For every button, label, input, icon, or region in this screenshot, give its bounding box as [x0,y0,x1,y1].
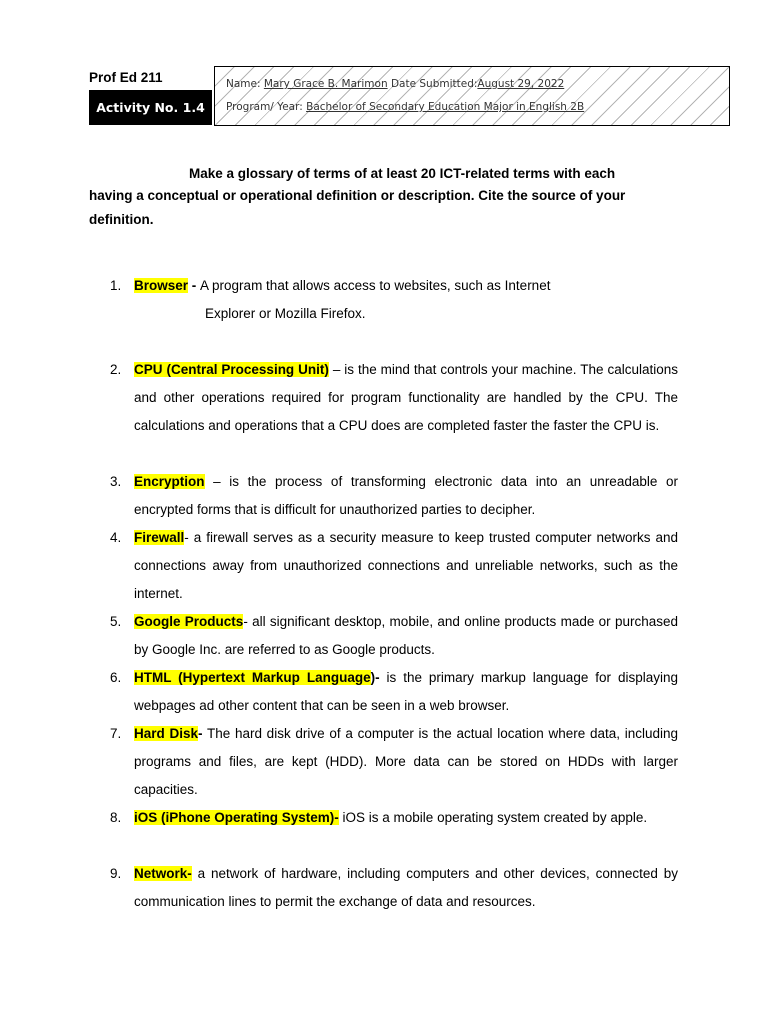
program-label: Program/ Year: [226,101,303,113]
glossary-definition: is the primary markup language for displaying webpages ad other content that can be seen in a web browser. [134,670,678,713]
glossary-item [110,524,678,608]
course-code: Prof Ed 211 [89,70,163,85]
glossary-definition: iOS is a mobile operating system created by apple. [338,810,648,825]
glossary-term: Encryption [134,474,205,489]
glossary-term: Network- [134,866,192,881]
instructions [89,164,679,230]
item-number: 9. [110,866,122,881]
term-separator: - [188,278,201,293]
glossary-definition: a network of hardware, including computers and other devices, connected by communication lines to permit the exchange of data and resources. [134,866,678,909]
item-number: 7. [110,726,122,741]
glossary-term: Browser [134,278,189,293]
glossary-definition: – is the mind that controls your machine. The calculations and other operations required for program functionality are handled by the CPU. The calculations and operations that a CPU does are completed faster the faster the CPU is. [134,362,678,433]
glossary-item [110,608,678,664]
instructions-line-3: definition. [89,212,154,227]
glossary-term: CPU (Central Processing Unit) [134,362,329,377]
term-separator: - [198,726,203,741]
glossary-item [110,356,678,440]
item-number: 2. [110,362,122,377]
program-line [226,101,584,113]
instructions-line-1: Make a glossary of terms of at least 20 ICT-related terms with each [189,166,616,181]
glossary-definition: – is the process of transforming electronic data into an unreadable or encrypted forms that is difficult for unauthorized parties to decipher. [134,474,678,517]
item-number: 8. [110,810,122,825]
item-number: 3. [110,474,122,489]
glossary-term: Google Products [134,614,244,629]
activity-number: Activity No. 1.4 [89,90,212,125]
glossary-definition: A program that allows access to websites, such as Internet [200,278,551,293]
glossary-term: Hard Disk [134,726,198,741]
glossary-definition: The hard disk drive of a computer is the actual location where data, including programs and files, are kept (HDD). More data can be stored on HDDs with larger capacities. [134,726,679,797]
item-number: 4. [110,530,122,545]
item-number: 1. [110,278,122,293]
term-separator: )- [370,670,380,685]
date-label: Date Submitted: [390,78,478,90]
glossary-term: Firewall [134,530,185,545]
glossary-term: iOS (iPhone Operating System)- [134,810,339,825]
glossary-item [110,860,678,916]
item-number: 6. [110,670,122,685]
glossary-item [110,804,678,832]
name-date-line [226,78,564,90]
item-number: 5. [110,614,122,629]
glossary-definition: - a firewall serves as a security measure to keep trusted computer networks and connections away from unauthorized connections and unreliable networks, such as the internet. [134,530,678,601]
student-name: Mary Grace B. Marimon [263,78,388,90]
date-submitted: August 29, 2022 [477,78,565,90]
glossary-item [110,272,678,328]
glossary-term: HTML (Hypertext Markup Language [134,670,371,685]
program-value: Bachelor of Secondary Education Major in English 2B [306,101,585,113]
glossary-definition: - all significant desktop, mobile, and online products made or purchased by Google Inc. are referred to as Google products. [134,614,678,657]
student-info-box [214,66,730,126]
glossary-item [110,720,679,804]
glossary-definition-continued: Explorer or Mozilla Firefox. [205,306,366,321]
name-label: Name: [226,78,261,90]
glossary-item [110,468,678,524]
instructions-line-2: having a conceptual or operational definition or description. Cite the source of your [89,188,626,203]
glossary-item [110,664,678,720]
